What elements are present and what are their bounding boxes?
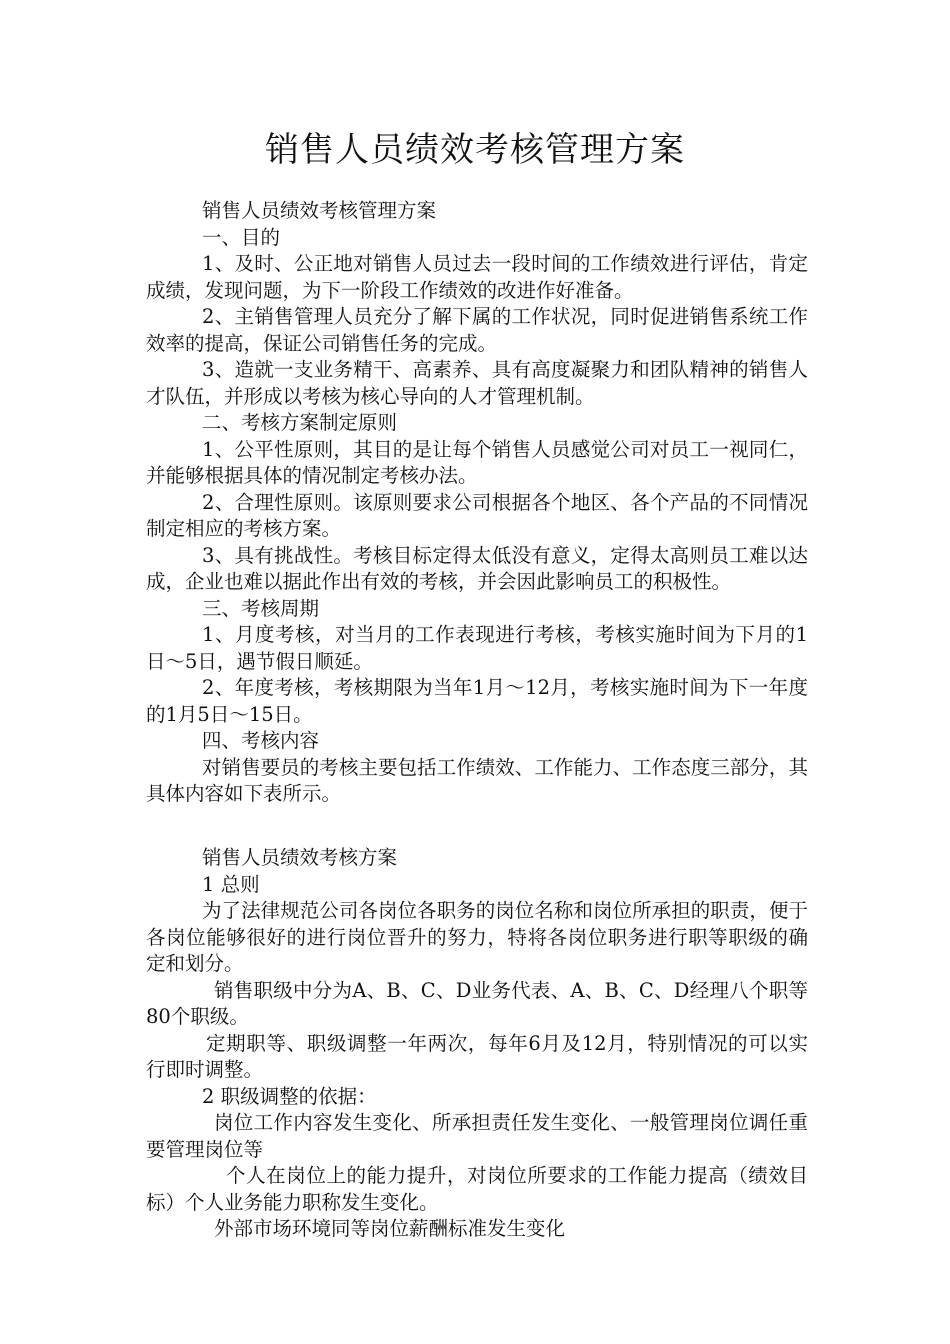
paragraph: 2、合理性原则。该原则要求公司根据各个地区、各个产品的不同情况制定相应的考核方案。 [146,490,808,540]
paragraph-subtitle: 销售人员绩效考核管理方案 [202,199,437,222]
paragraph: 定期职等、职级调整一年两次，每年6月及12月，特别情况的可以实行即时调整。 [146,1031,808,1081]
document-title: 销售人员绩效考核管理方案 [265,130,685,170]
heading-cycle: 三、考核周期 [202,596,320,620]
paragraph-subtitle: 销售人员绩效考核方案 [202,846,398,869]
heading-purpose: 一、目的 [202,225,281,249]
paragraph: 销售职级中分为A、B、C、D业务代表、A、B、C、D经理八个职等80个职级。 [146,978,808,1028]
paragraph: 3、具有挑战性。考核目标定得太低没有意义，定得太高则员工难以达成，企业也难以据此作出有效的考核，并会因此影响员工的积极性。 [146,543,808,593]
paragraph: 2、主销售管理人员充分了解下属的工作状况，同时促进销售系统工作效率的提高，保证公司销售任务的完成。 [146,305,808,355]
heading-general: 1 总则 [202,872,260,896]
section-purpose-principles [146,198,808,808]
section-grading [146,845,808,1243]
heading-principles: 二、考核方案制定原则 [202,411,398,434]
heading-basis: 2 职级调整的依据： [202,1084,377,1108]
paragraph: 对销售要员的考核主要包括工作绩效、工作能力、工作态度三部分，其具体内容如下表所示。 [146,755,808,805]
paragraph: 1、公平性原则，其目的是让每个销售人员感觉公司对员工一视同仁，并能够根据具体的情况制定考核办法。 [146,437,808,487]
paragraph: 岗位工作内容发生变化、所承担责任发生变化、一般管理岗位调任重要管理岗位等 [146,1111,808,1161]
paragraph: 为了法律规范公司各岗位各职务的岗位名称和岗位所承担的职责，便于各岗位能够很好的进行岗位晋升的努力，特将各岗位职务进行职等职级的确定和划分。 [146,899,808,975]
paragraph: 1、月度考核，对当月的工作表现进行考核，考核实施时间为下月的1日～5日，遇节假日顺延。 [146,623,808,673]
paragraph: 外部市场环境同等岗位薪酬标准发生变化 [214,1217,566,1240]
paragraph: 1、及时、公正地对销售人员过去一段时间的工作绩效进行评估，肯定成绩，发现问题，为下一阶段工作绩效的改进作好准备。 [146,252,808,302]
paragraph: 3、造就一支业务精干、高素养、具有高度凝聚力和团队精神的销售人才队伍，并形成以考核为核心导向的人才管理机制。 [146,358,808,408]
paragraph: 2、年度考核，考核期限为当年1月～12月，考核实施时间为下一年度的1月5日～15日。 [146,676,808,726]
heading-content: 四、考核内容 [202,729,320,752]
paragraph: 个人在岗位上的能力提升，对岗位所要求的工作能力提高（绩效目标）个人业务能力职称发生变化。 [146,1164,808,1214]
